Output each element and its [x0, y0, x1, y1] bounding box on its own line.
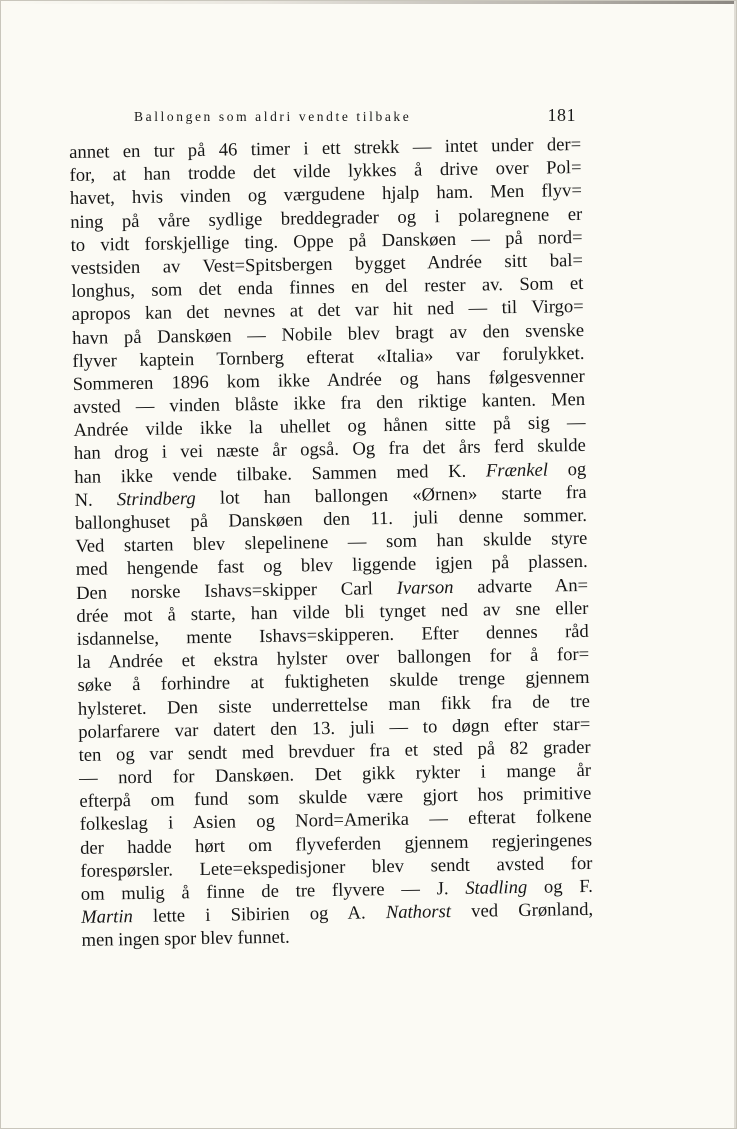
- text-line: la Andrée et ekstra hylster over ballongen for å for=: [77, 644, 590, 674]
- text-line: folkeslag i Asien og Nord=Amerika — efterat folkene: [79, 806, 592, 836]
- running-head-title: Ballongen som aldri vendte tilbake: [134, 109, 412, 124]
- italic-name: Frænkel: [485, 459, 549, 482]
- text-line: to vidt forskjellige ting. Oppe på Danskøen — på nord=: [70, 226, 583, 256]
- text-line: avsted — vinden blåste ikke fra den riktige kanten. Men: [73, 388, 586, 419]
- text-line: isdannelse, mente Ishavs=skipperen. Efter dennes råd: [76, 620, 589, 650]
- page-number: 181: [547, 105, 576, 125]
- text-line: hylsteret. Den siste underrettelse man fikk fra de tre: [77, 690, 591, 720]
- text-line: longhus, som det enda finnes en del rester av. Som et: [71, 273, 584, 303]
- running-head: [134, 105, 576, 129]
- text-line: Den norske Ishavs=skipper Carl Ivarson advarte An=: [75, 574, 589, 604]
- text-line: med hengende fast og blev liggende igjen på plassen.: [75, 551, 588, 581]
- italic-name: Strindberg: [116, 487, 196, 511]
- text-line: vestsiden av Vest=Spitsbergen bygget Andrée sitt bal=: [70, 249, 584, 279]
- text-line: havn på Danskøen — Nobile blev bragt av den svenske: [71, 319, 585, 349]
- italic-name: Nathorst: [385, 901, 452, 924]
- text-line: forespørsler. Lete=ekspedisjoner blev sendt avsted for: [80, 852, 593, 882]
- text-line: havet, hvis vinden og værgudene hjalp ham. Men flyv=: [69, 180, 583, 210]
- text-line: — nord for Danskøen. Det gikk rykter i mange år: [78, 759, 592, 789]
- text-line: men ingen spor blev funnet.: [81, 927, 290, 952]
- text-line: han ikke vende tilbake. Sammen med K. Frænkel og: [74, 458, 587, 488]
- text-line: ning på våre sydlige breddegrader og i polaregnene er: [70, 203, 583, 233]
- italic-name: Stadling: [465, 876, 528, 899]
- text-line: flyver kaptein Tornberg efterat «Italia» var forulykket.: [72, 342, 585, 372]
- text-line: søke å forhindre at fuktigheten skulde trenge gjennem: [77, 667, 590, 697]
- text-line: efterpå om fund som skulde være gjort hos primitive: [79, 783, 592, 813]
- italic-name: Ivarson: [396, 576, 454, 599]
- text-line: N. Strindberg lot han ballongen «Ørnen» starte fra: [74, 481, 587, 511]
- text-line: drée mot å starte, han vilde bli tynget ned av sne eller: [76, 597, 589, 627]
- text-line: for, at han trodde det vilde lykkes å drive over Pol=: [69, 157, 582, 187]
- italic-name: Martin: [81, 906, 134, 929]
- text-line: ballonghuset på Danskøen den 11. juli denne sommer.: [74, 504, 588, 534]
- text-line: om mulig å finne de tre flyvere — J. Stadling og F.: [80, 875, 593, 905]
- text-line: ten og var sendt med brevduer fra et sted på 82 grader: [78, 736, 591, 766]
- text-line: apropos kan det nevnes at det var hit ned — til Virgo=: [71, 296, 584, 326]
- text-line: han drog i vei næste år også. Og fra det års ferd skulde: [73, 435, 587, 465]
- text-line: Andrée vilde ikke la uhellet og hånen sitte på sig —: [73, 412, 586, 442]
- text-line: annet en tur på 46 timer i ett strekk — intet under der=: [69, 133, 582, 163]
- page-top-edge-shadow: [1, 1, 736, 4]
- body-text: [69, 133, 594, 953]
- text-line: Ved starten blev slepelinene — som han skulde styre: [75, 528, 588, 558]
- text-line: der hadde hørt om flyveferden gjennem regjeringenes: [79, 829, 593, 859]
- text-line: Sommeren 1896 kom ikke Andrée og hans følgesvenner: [72, 365, 585, 395]
- text-line: Martin lette i Sibirien og A. Nathorst ved Grønland,: [81, 899, 594, 929]
- page-right-edge: [734, 1, 736, 1128]
- text-line: polarfarere var datert den 13. juli — to døgn efter star=: [78, 713, 591, 743]
